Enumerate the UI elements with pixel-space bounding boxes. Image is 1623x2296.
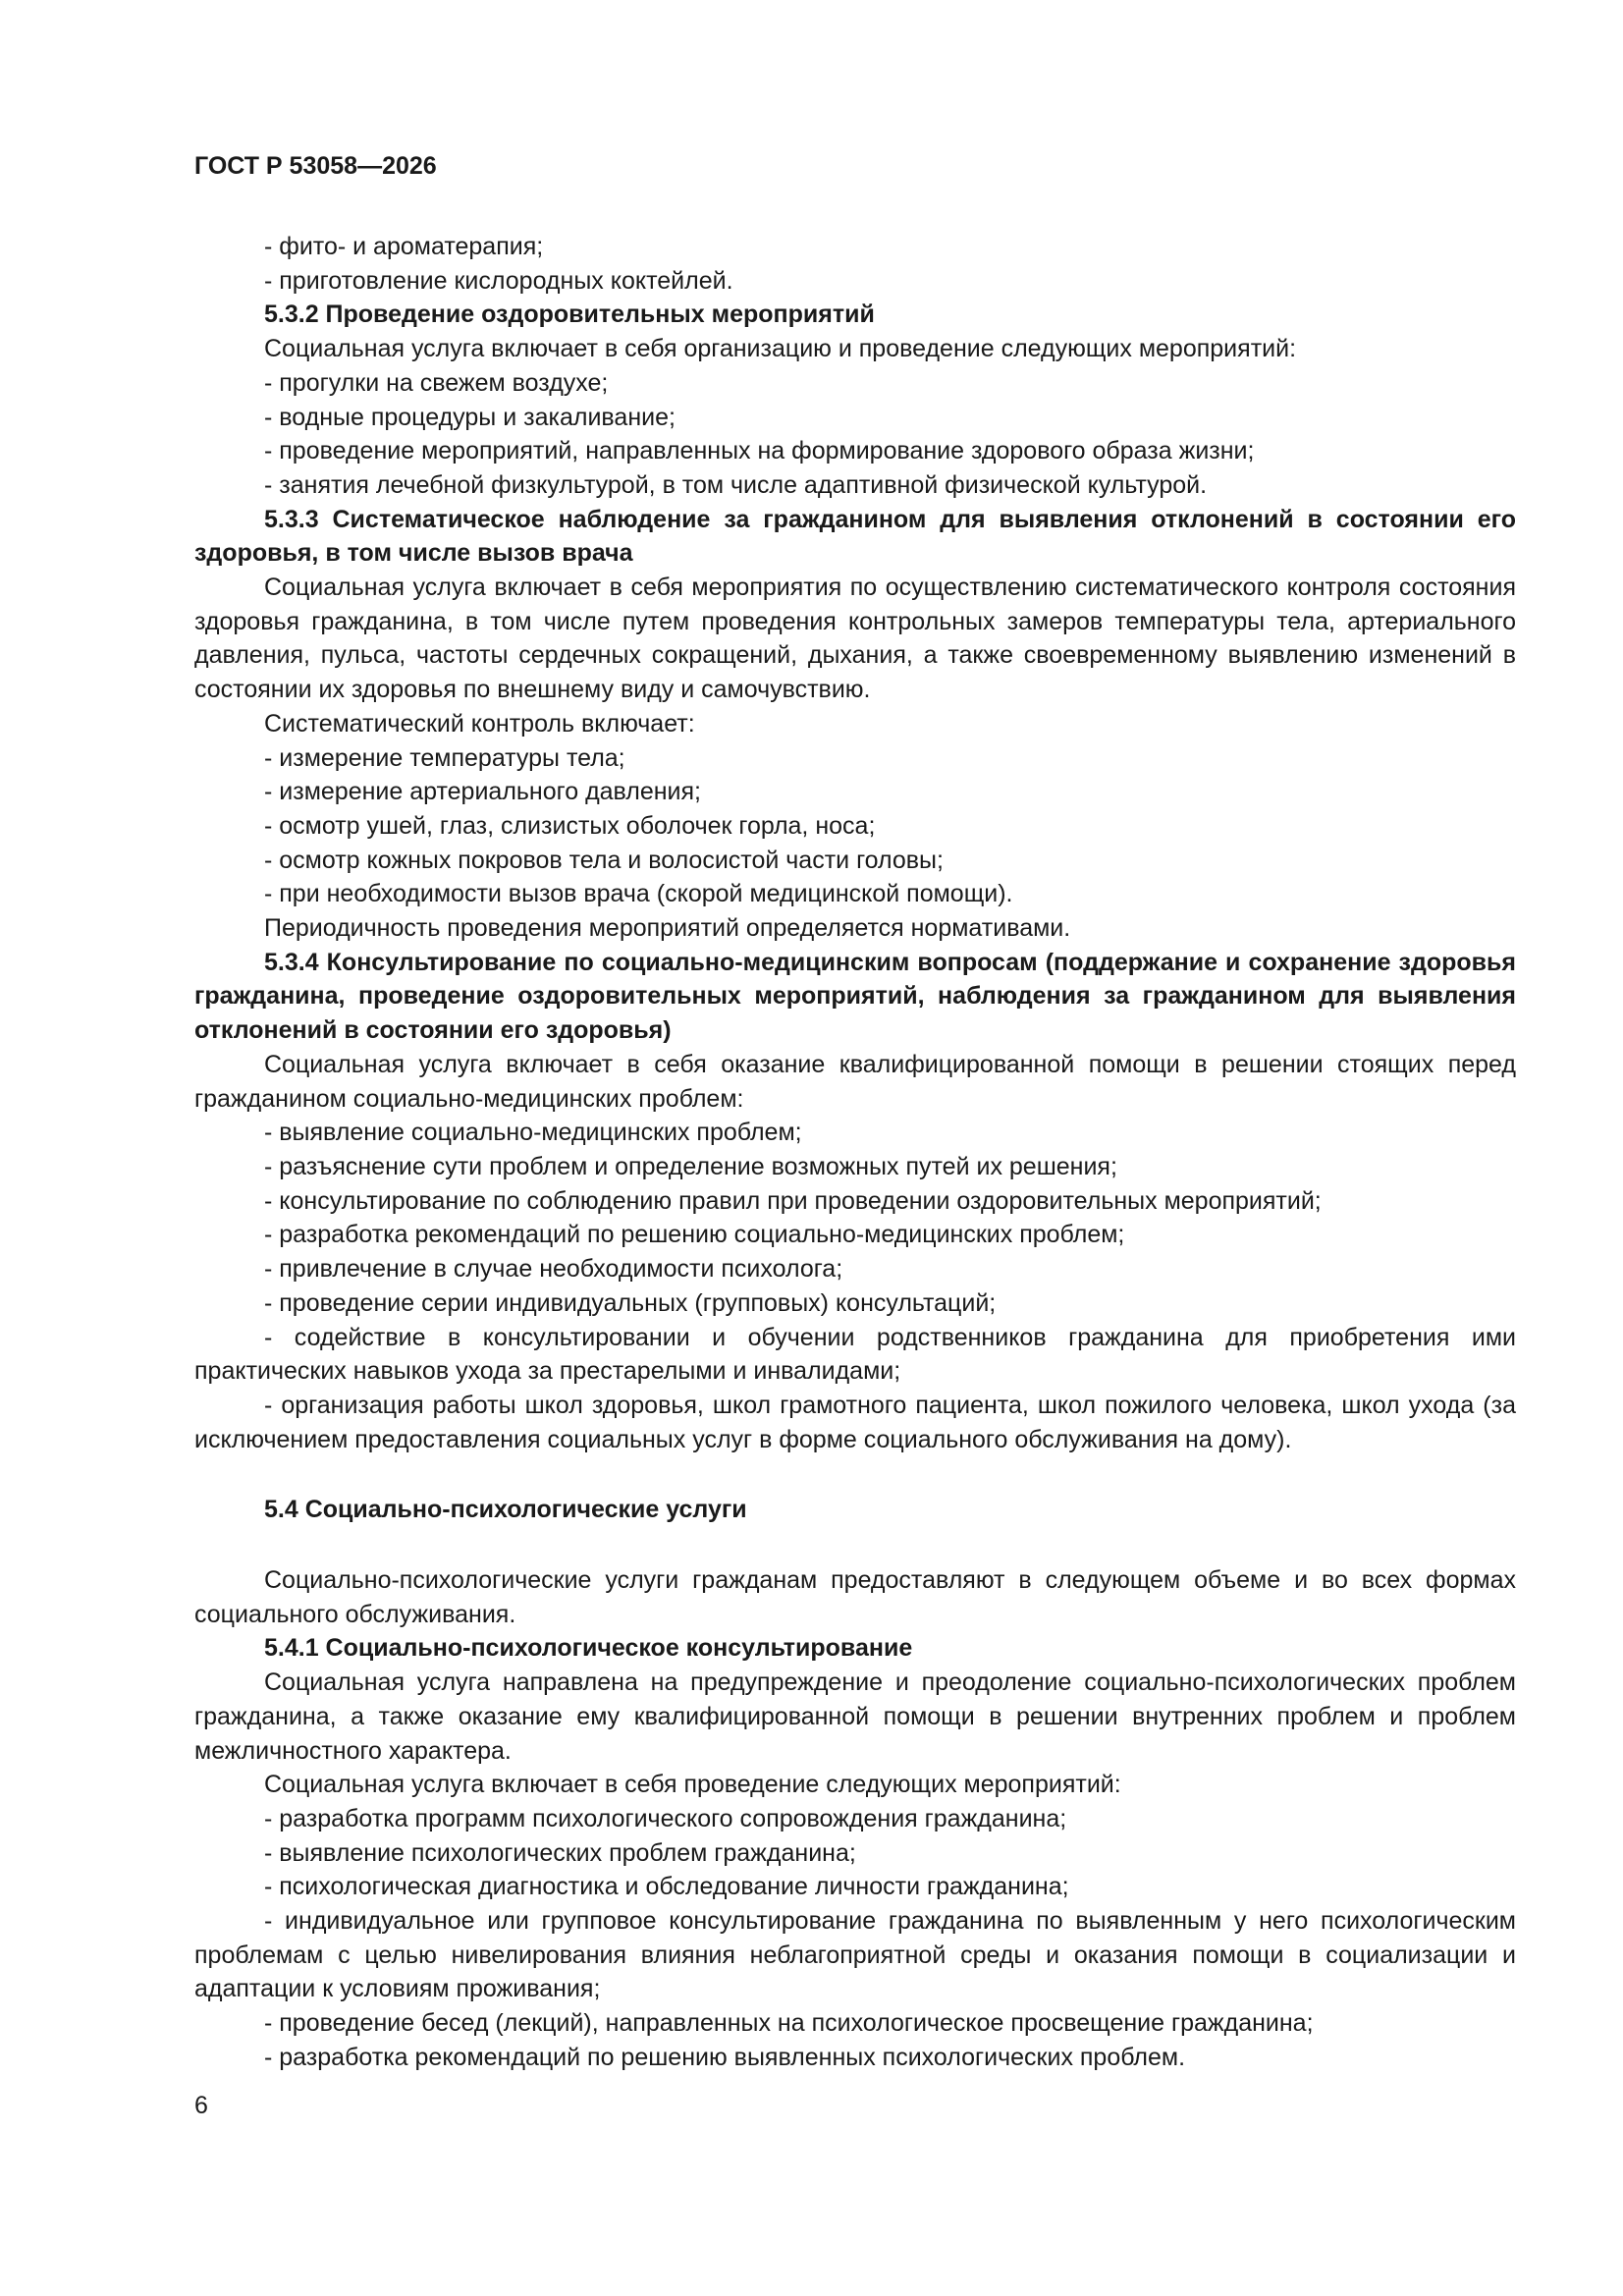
paragraph: Социальная услуга включает в себя мероприятия по осуществлению систематического контроля состояния здоровья гражданина, в том числе путем проведения контрольных замеров температуры тела, артериального давления, пульса, частоты сердечных сокращений, дыхания, а также своевременному выявлению изменений в состоянии их здоровья по внешнему виду и самочувствию. <box>194 574 1516 704</box>
paragraph: Социально-психологические услуги гражданам предоставляют в следующем объеме и во всех формах социального обслуживания. <box>194 1566 1516 1628</box>
paragraph: - фито- и ароматерапия; <box>264 233 544 260</box>
paragraph: - измерение артериального давления; <box>264 778 702 806</box>
paragraph: - организация работы школ здоровья, школ грамотного пациента, школ пожилого человека, школ ухода (за исключением предоставления социальных услуг в форме социального обслуживания на дому). <box>194 1391 1516 1453</box>
subsection-heading: 5.4.1 Социально-психологическое консультирование <box>264 1634 913 1663</box>
paragraph: Периодичность проведения мероприятий определяется нормативами. <box>264 914 1071 943</box>
document-header: ГОСТ Р 53058—2026 <box>194 152 437 180</box>
paragraph: - занятия лечебной физкультурой, в том числе адаптивной физической культурой. <box>264 470 1208 499</box>
paragraph: - выявление психологических проблем гражданина; <box>264 1838 856 1867</box>
paragraph: - водные процедуры и закаливание; <box>264 403 676 431</box>
section-heading: 5.4 Социально-психологические услуги <box>264 1496 747 1524</box>
paragraph: - осмотр ушей, глаз, слизистых оболочек горла, носа; <box>264 811 876 840</box>
subsection-heading: 5.3.4 Консультирование по социально-медицинским вопросам (поддержание и сохранение здоровья гражданина, проведение оздоровительных мероприятий, наблюдения за гражданином для выявления отклонений в состоянии его здоровья) <box>194 948 1516 1045</box>
paragraph: - прогулки на свежем воздухе; <box>264 368 609 397</box>
paragraph: - проведение серии индивидуальных (групповых) консультаций; <box>264 1288 997 1317</box>
paragraph: - разъяснение сути проблем и определение возможных путей их решения; <box>264 1152 1117 1180</box>
paragraph: - приготовление кислородных коктейлей. <box>264 266 733 295</box>
paragraph: - психологическая диагностика и обследование личности гражданина; <box>264 1873 1069 1901</box>
paragraph: - индивидуальное или групповое консультирование гражданина по выявленным у него психологическим проблемам с целью нивелирования влияния неблагоприятной среды и оказания помощи в социализации и адаптации к условиям проживания; <box>194 1907 1516 2003</box>
paragraph: - проведение мероприятий, направленных на формирование здорового образа жизни; <box>264 437 1255 465</box>
paragraph: - осмотр кожных покровов тела и волосистой части головы; <box>264 846 944 874</box>
page-number: 6 <box>194 2092 208 2119</box>
paragraph: Социальная услуга включает в себя организацию и проведение следующих мероприятий: <box>264 335 1297 363</box>
paragraph: - при необходимости вызов врача (скорой медицинской помощи). <box>264 880 1013 908</box>
paragraph: - привлечение в случае необходимости психолога; <box>264 1255 843 1284</box>
paragraph: - разработка рекомендаций по решению социально-медицинских проблем; <box>264 1221 1125 1249</box>
subsection-heading: 5.3.2 Проведение оздоровительных мероприятий <box>264 301 875 329</box>
paragraph: Социальная услуга включает в себя проведение следующих мероприятий: <box>264 1771 1121 1799</box>
paragraph: - проведение бесед (лекций), направленных на психологическое просвещение гражданина; <box>264 2009 1314 2038</box>
paragraph: - содействие в консультировании и обучении родственников гражданина для приобретения ими практических навыков ухода за престарелыми и инвалидами; <box>194 1323 1516 1386</box>
paragraph: - разработка программ психологического сопровождения гражданина; <box>264 1804 1067 1832</box>
document-body <box>194 230 1516 2075</box>
paragraph: Систематический контроль включает: <box>264 709 695 738</box>
subsection-heading: 5.3.3 Систематическое наблюдение за гражданином для выявления отклонений в состоянии его здоровья, в том числе вызов врача <box>194 505 1516 568</box>
paragraph: - измерение температуры тела; <box>264 743 625 772</box>
paragraph: Социальная услуга направлена на предупреждение и преодоление социально-психологических проблем гражданина, а также оказание ему квалифицированной помощи в решении внутренних проблем и проблем межличностного характера. <box>194 1668 1516 1765</box>
paragraph: - выявление социально-медицинских проблем; <box>264 1119 802 1147</box>
paragraph: - разработка рекомендаций по решению выявленных психологических проблем. <box>264 2043 1186 2071</box>
paragraph: Социальная услуга включает в себя оказание квалифицированной помощи в решении стоящих перед гражданином социально-медицинских проблем: <box>194 1050 1516 1113</box>
paragraph: - консультирование по соблюдению правил при проведении оздоровительных мероприятий; <box>264 1186 1322 1215</box>
